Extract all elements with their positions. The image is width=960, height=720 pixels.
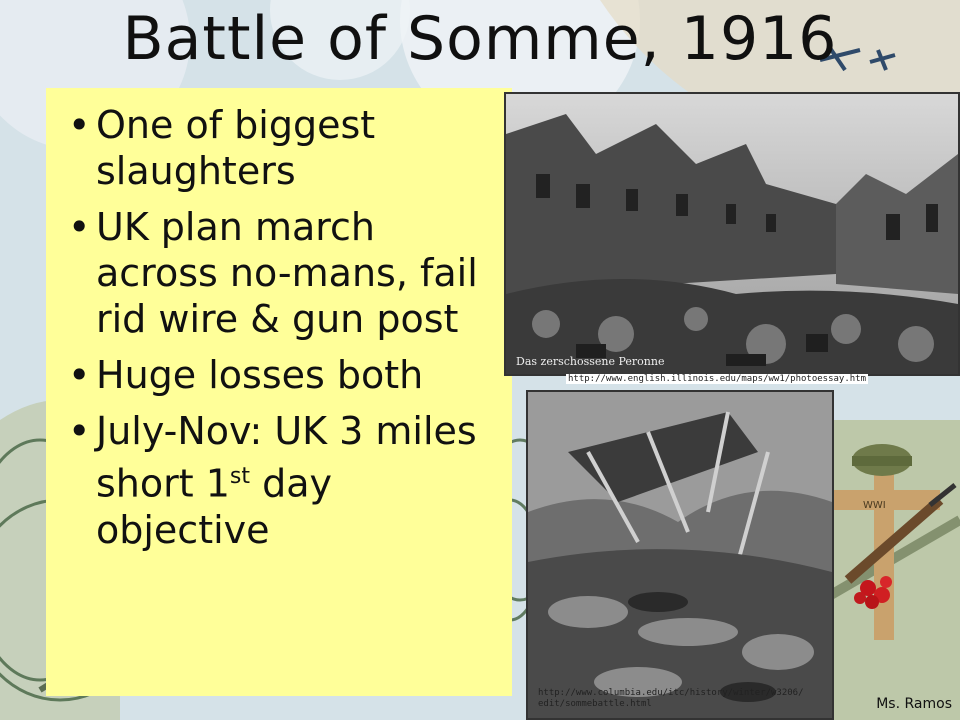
bullet-dot-icon: • xyxy=(68,103,91,147)
bullet-text-box xyxy=(46,88,512,696)
photo1-inner-caption: Das zerschossene Peronne xyxy=(516,355,665,368)
bullet-superscript: st xyxy=(229,464,251,489)
photo1-source-caption: http://www.english.illinois.edu/maps/ww1/photoessay.htm xyxy=(568,374,867,384)
slide-title: Battle of Somme, 1916 xyxy=(122,4,838,74)
bullet-text: Huge losses both xyxy=(96,353,424,397)
bullet-dot-icon: • xyxy=(68,409,91,453)
author-credit: Ms. Ramos xyxy=(876,696,952,712)
bullet-item xyxy=(64,204,502,342)
bullet-dot-icon: • xyxy=(68,205,91,249)
bullet-item xyxy=(64,102,502,194)
bullet-text: July-Nov: UK 3 miles short 1 xyxy=(96,409,477,506)
cross-label: WWI xyxy=(863,500,886,511)
bullet-item xyxy=(64,408,502,553)
trench-photo xyxy=(526,390,834,720)
bullet-text: One of biggest slaughters xyxy=(96,103,376,193)
photo2-source-caption: http://www.columbia.edu/itc/history/winter/w3206/edit/sommebattle.html xyxy=(538,688,804,709)
bullet-list xyxy=(46,88,512,553)
bullet-text: UK plan march across no-mans, fail rid wire & gun post xyxy=(96,205,478,341)
bullet-dot-icon: • xyxy=(68,353,91,397)
ruined-town-photo xyxy=(504,92,960,376)
bullet-text-continued: day objective xyxy=(96,461,332,552)
bullet-item xyxy=(64,352,502,398)
